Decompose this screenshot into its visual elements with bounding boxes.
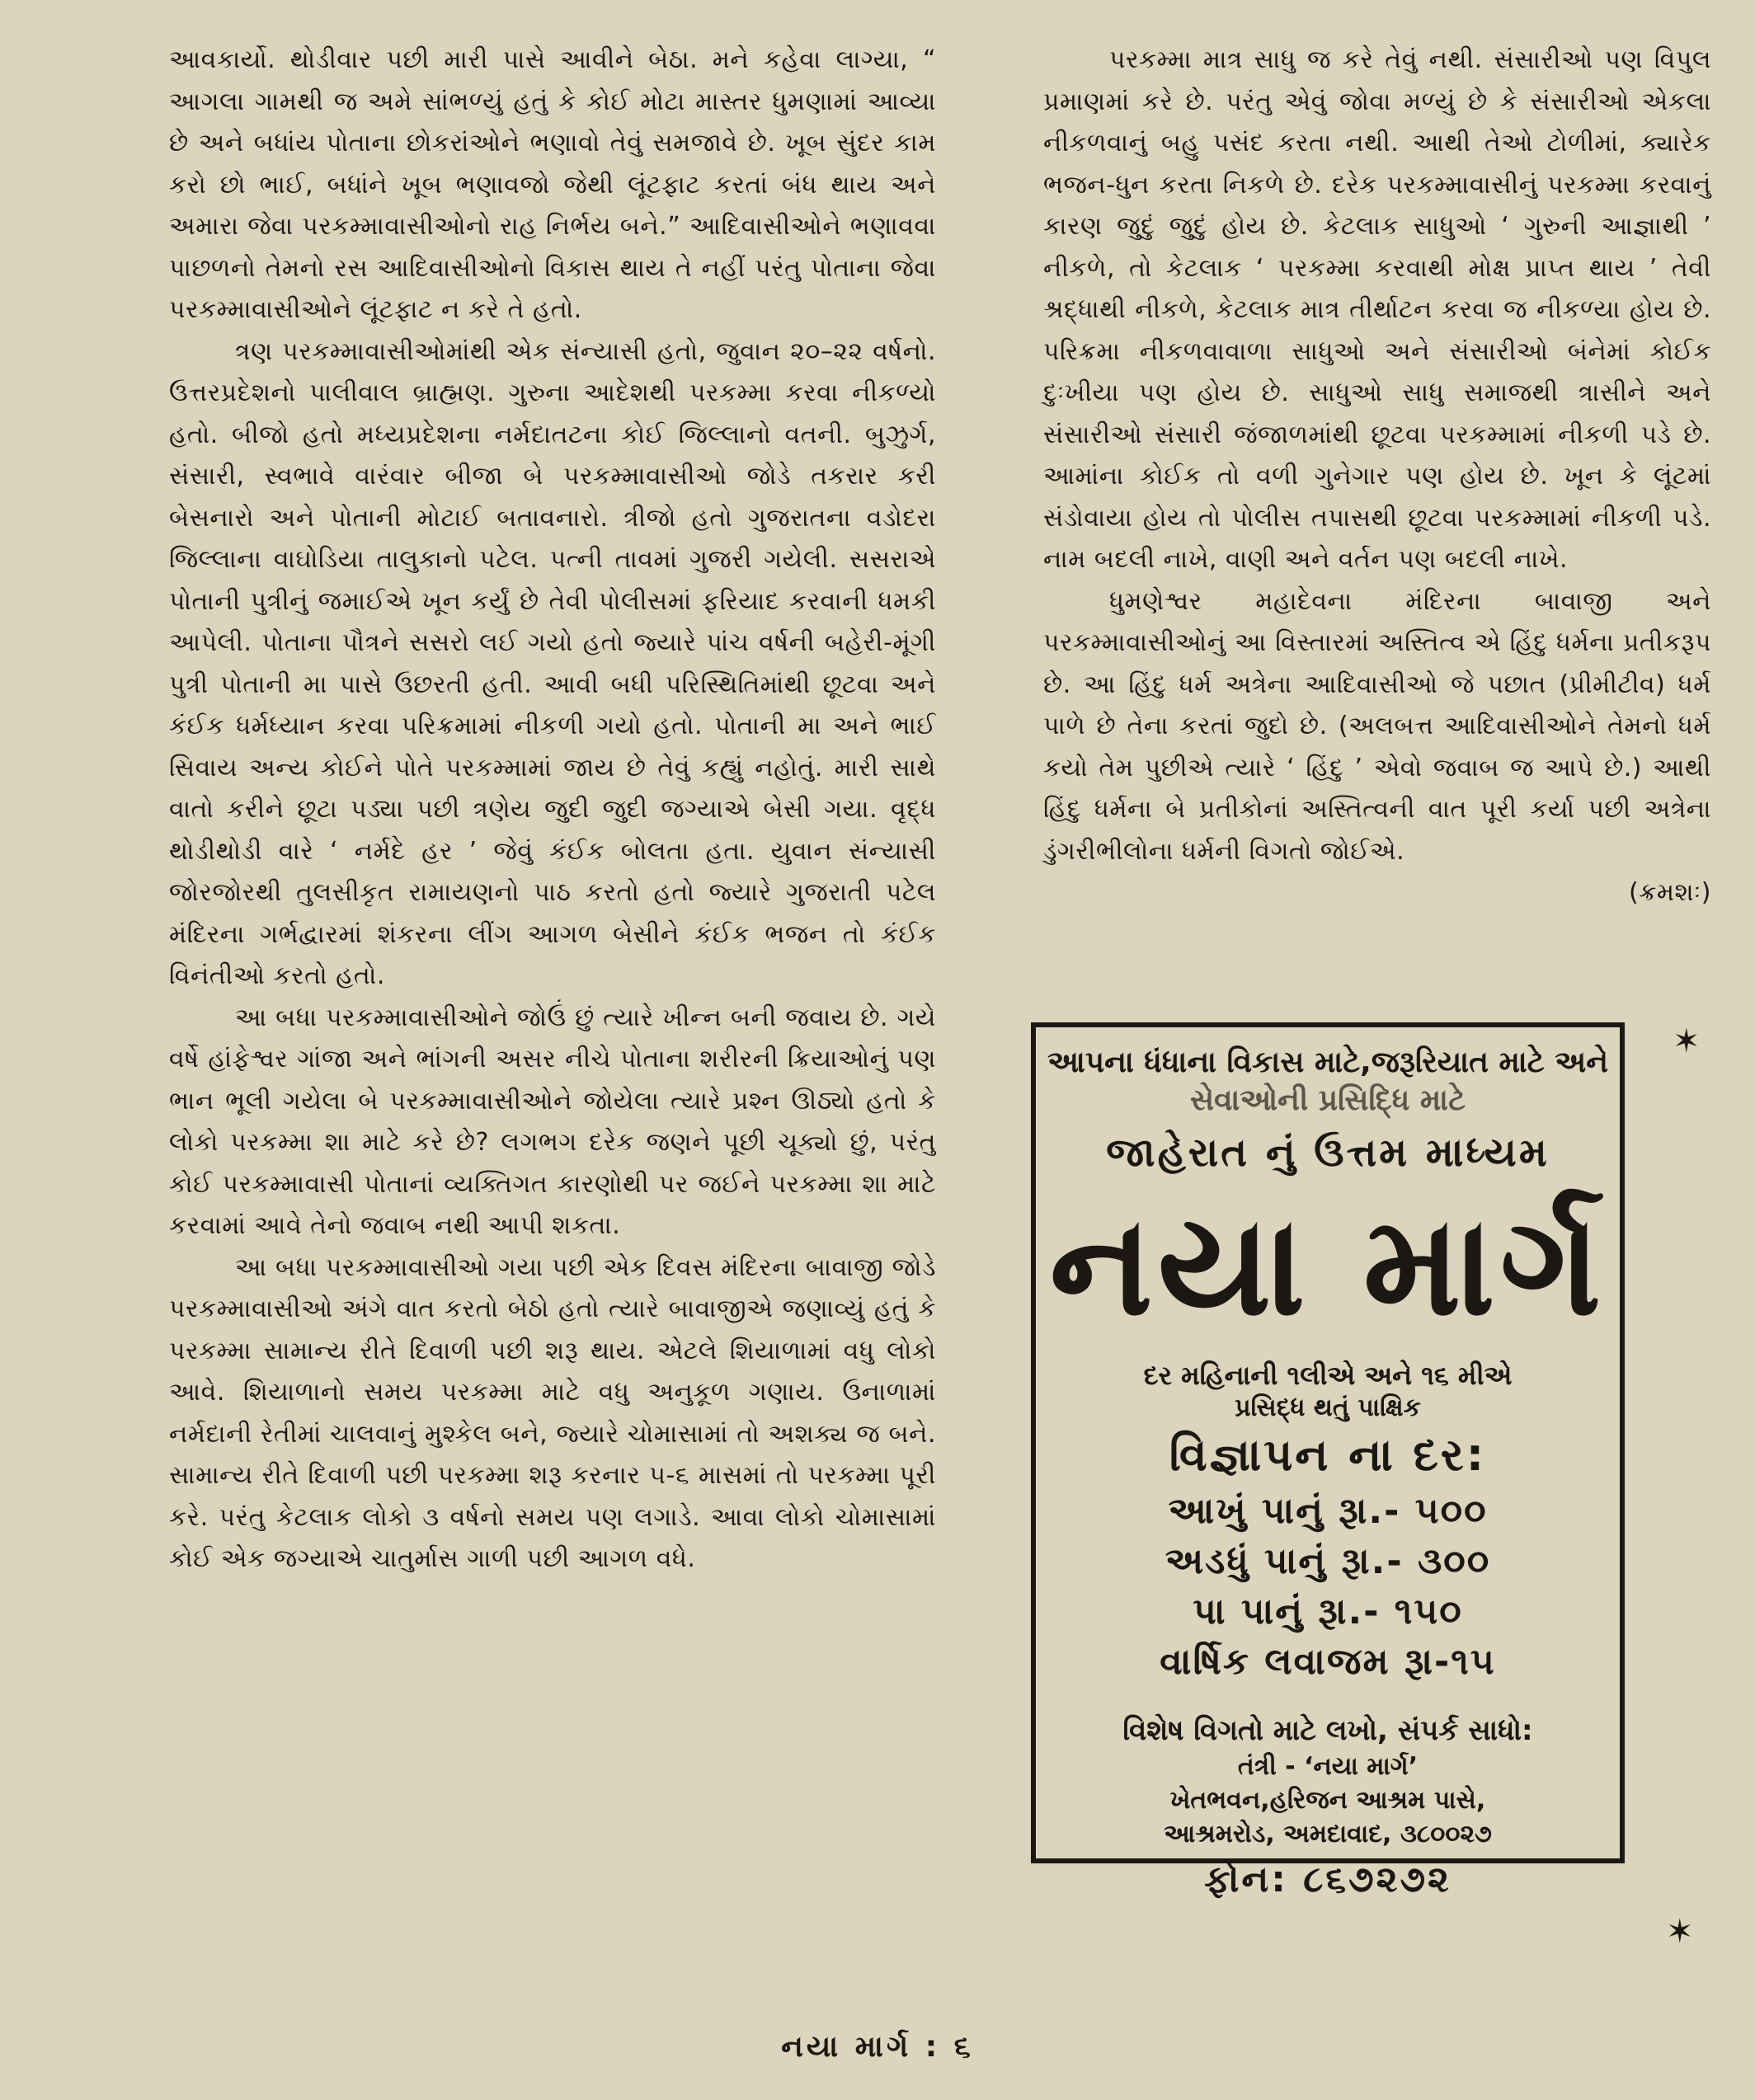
ad-phone: ફોન: ૮૬૭૨૭૨ xyxy=(1204,1858,1452,1901)
ad-rate: અડધું પાનું રૂા.- ૩૦૦ xyxy=(1165,1540,1491,1583)
article-paragraph: ધુમણેશ્વર મહાદેવના મંદિરના બાવાજી અને પરકમ્માવાસીઓનું આ વિસ્તારમાં અસ્તિત્વ એ હિંદુ ધર્મના પ્રતીકરૂપ છે. આ હિંદુ ધર્મ અત્રેના આદિવાસીઓ જે પછાત (પ્રીમીટીવ) ધર્મ પાળે છે તેના કરતાં જુદો છે. (અલબત્ત આદિવાસીઓને તેમનો ધર્મ કયો તેમ પુછીએ ત્યારે ‘ હિંદુ ’ એવો જવાબ જ આપે છે.) આથી હિંદુ ધર્મના બે પ્રતીકોનાં અસ્તિત્વની વાત પૂરી કર્યા પછી અત્રેના ડુંગરીભીલોના ધર્મની વિગતો જોઈએ. xyxy=(1043,586,1711,866)
ad-rate: આખું પાનું રૂા.- ૫૦૦ xyxy=(1168,1490,1488,1533)
ad-rate: પા પાનું રૂા.- ૧૫૦ xyxy=(1193,1590,1463,1633)
advertisement-box xyxy=(1031,1022,1625,1901)
ad-tagline: જાહેરાત નું ઉત્તમ માધ્યમ xyxy=(1106,1130,1550,1176)
continued-label: (ક્રમશઃ) xyxy=(1628,878,1711,907)
ad-rates-title: વિજ્ઞાપન ના દર: xyxy=(1169,1429,1487,1482)
ad-rate: વાર્ષિક લવાજમ રૂા-૧૫ xyxy=(1160,1641,1496,1684)
bird-ornament-icon: ✶ xyxy=(1666,1913,1694,1951)
ad-subheadline: સેવાઓની પ્રસિદ્ધિ માટે xyxy=(1189,1083,1466,1117)
ad-address-line: તંત્રી - ‘નયા માર્ગ’ xyxy=(1237,1752,1419,1782)
ad-headline: આપના ધંધાના વિકાસ માટે,જરૂરિયાત માટે અને xyxy=(1047,1045,1609,1079)
article-paragraph: પરકમ્મા માત્ર સાધુ જ કરે તેવું નથી. સંસારીઓ પણ વિપુલ પ્રમાણમાં કરે છે. પરંતુ એવું જોવા મળ્યું છે કે સંસારીઓ એકલા નીકળવાનું બહુ પસંદ કરતા નથી. આથી તેઓ ટોળીમાં, ક્યારેક ભજન-ધુન કરતા નિકળે છે. દરેક પરકમ્માવાસીનું પરકમ્મા કરવાનું કારણ જુદું જુદું હોય છે. કેટલાક સાધુઓ ‘ ગુરુની આજ્ઞાથી ’ નીકળે, તો કેટલાક ‘ પરકમ્મા કરવાથી મોક્ષ પ્રાપ્ત થાય ’ તેવી શ્રદ્ધાથી નીકળે, કેટલાક માત્ર તીર્થાટન કરવા જ નીકળ્યા હોય છે. પરિક્રમા નીકળવાવાળા સાધુઓ અને સંસારીઓ બંનેમાં કોઈક દુઃખીયા પણ હોય છે. સાધુઓ સાધુ સમાજથી ત્રાસીને અને સંસારીઓ સંસારી જંજાળમાંથી છૂટવા પરકમ્મામાં નીકળી પડે છે. આમાંના કોઈક તો વળી ગુનેગાર પણ હોય છે. ખૂન કે લૂંટમાં સંડોવાયા હોય તો પોલીસ તપાસથી છૂટવા પરકમ્મામાં નીકળી પડે. નામ બદલી નાખે, વાણી અને વર્તન પણ બદલી નાખે. xyxy=(1043,45,1711,574)
ad-address-line: ખેતભવન,હરિજન આશ્રમ પાસે, xyxy=(1169,1786,1486,1816)
article-paragraph: ત્રણ પરકમ્માવાસીઓમાંથી એક સંન્યાસી હતો, જુવાન ૨૦–૨૨ વર્ષનો. ઉત્તરપ્રદેશનો પાલીવાલ બ્રાહ્મણ. ગુરુના આદેશથી પરકમ્મા કરવા નીકળ્યો હતો. બીજો હતો મધ્યપ્રદેશના નર્મદાતટના કોઈ જિલ્લાનો વતની. બુઝુર્ગ, સંસારી, સ્વભાવે વારંવાર બીજા બે પરકમ્માવાસીઓ જોડે તકરાર કરી બેસનારો અને પોતાની મોટાઈ બતાવનારો. ત્રીજો હતો ગુજરાતના વડોદરા જિલ્લાના વાઘોડિયા તાલુકાનો પટેલ. પત્ની તાવમાં ગુજરી ગયેલી. સસરાએ પોતાની પુત્રીનું જમાઈએ ખૂન કર્યું છે તેવી પોલીસમાં ફરિયાદ કરવાની ધમકી આપેલી. પોતાના પૌત્રને સસરો લઈ ગયો હતો જ્યારે પાંચ વર્ષની બહેરી-મૂંગી પુત્રી પોતાની મા પાસે ઉછરતી હતી. આવી બધી પરિસ્થિતિમાંથી છૂટવા અને કંઈક ધર્મધ્યાન કરવા પરિક્રમામાં નીકળી ગયો હતો. પોતાની મા અને ભાઈ સિવાય અન્ય કોઈને પોતે પરકમ્મામાં જાય છે તેવું કહ્યું નહોતું. મારી સાથે વાતો કરીને છૂટા પડ્યા પછી ત્રણેય જુદી જુદી જગ્યાએ બેસી ગયા. વૃદ્ધ થોડીથોડી વારે ‘ નર્મદે હર ’ જેવું કંઈક બોલતા હતા. યુવાન સંન્યાસી જોરજોરથી તુલસીકૃત રામાયણનો પાઠ કરતો હતો જ્યારે ગુજરાતી પટેલ મંદિરના ગર્ભદ્વારમાં શંકરના લીંગ આગળ બેસીને કંઈક ભજન તો કંઈક વિનંતીઓ કરતો હતો. xyxy=(169,336,936,990)
ad-contact: વિશેષ વિગતો માટે લખો, સંપર્ક સાધો: xyxy=(1122,1714,1533,1748)
magazine-logo: નયા માર્ગ xyxy=(1049,1185,1607,1346)
issue-frequency: દર મહિનાની ૧લીએ અને ૧૬ મીએ xyxy=(1143,1360,1513,1392)
bird-ornament-icon: ✶ xyxy=(1673,1022,1701,1060)
left-column xyxy=(169,40,936,1581)
right-column xyxy=(1043,40,1711,914)
article-paragraph: આ બધા પરકમ્માવાસીઓ ગયા પછી એક દિવસ મંદિરના બાવાજી જોડે પરકમ્માવાસીઓ અંગે વાત કરતો બેઠો હતો ત્યારે બાવાજીએ જણાવ્યું હતું કે પરકમ્મા સામાન્ય રીતે દિવાળી પછી શરૂ થાય. એટલે શિયાળામાં વધુ લોકો આવે. શિયાળાનો સમય પરકમ્મા માટે વધુ અનુકૂળ ગણાય. ઉનાળામાં નર્મદાની રેતીમાં ચાલવાનું મુશ્કેલ બને, જ્યારે ચોમાસામાં તો અશક્ય જ બને. સામાન્ય રીતે દિવાળી પછી પરકમ્મા શરૂ કરનાર ૫-૬ માસમાં તો પરકમ્મા પૂરી કરે. પરંતુ કેટલાક લોકો ૩ વર્ષનો સમય પણ લગાડે. આવા લોકો ચોમાસામાં કોઈ એક જગ્યાએ ચાતુર્માસ ગાળી પછી આગળ વધે. xyxy=(169,1252,936,1573)
article-paragraph: આ બધા પરકમ્માવાસીઓને જોઉં છું ત્યારે ખીન્ન બની જવાય છે. ગયે વર્ષે હાંફેશ્વર ગાંજા અને ભાંગની અસર નીચે પોતાના શરીરની ક્રિયાઓનું પણ ભાન ભૂલી ગયેલા બે પરકમ્માવાસીઓને જોયેલા ત્યારે પ્રશ્ન ઊઠ્યો હતો કે લોકો પરકમ્મા શા માટે કરે છે? લગભગ દરેક જણને પૂછી ચૂક્યો છું, પરંતુ કોઈ પરકમ્માવાસી પોતાનાં વ્યક્તિગત કારણોથી પર જઈને પરકમ્મા શા માટે કરવામાં આવે તેનો જવાબ નથી આપી શકતા. xyxy=(169,1003,936,1240)
page-footer: નયા માર્ગ : ૬ xyxy=(781,2030,974,2064)
issue-type: પ્રસિદ્ધ થતું પાક્ષિક xyxy=(1235,1393,1421,1423)
article-paragraph: આવકાર્યો. થોડીવાર પછી મારી પાસે આવીને બેઠા. મને કહેવા લાગ્યા, “ આગલા ગામથી જ અમે સાંભળ્યું હતું કે કોઈ મોટા માસ્તર ધુમણામાં આવ્યા છે અને બધાંય પોતાના છોકરાંઓને ભણાવો તેવું સમજાવે છે. ખૂબ સુંદર કામ કરો છો ભાઈ, બધાંને ખૂબ ભણાવજો જેથી લૂંટફાટ કરતાં બંધ થાય અને અમારા જેવા પરકમ્માવાસીઓનો રાહ નિર્ભય બને.” આદિવાસીઓને ભણાવવા પાછળનો તેમનો રસ આદિવાસીઓનો વિકાસ થાય તે નહીં પરંતુ પોતાના જેવા પરકમ્માવાસીઓને લૂંટફાટ ન કરે તે હતો. xyxy=(169,45,936,324)
ad-address-line: આશ્રમરોડ, અમદાવાદ, ૩૮૦૦૨૭ xyxy=(1164,1820,1492,1849)
